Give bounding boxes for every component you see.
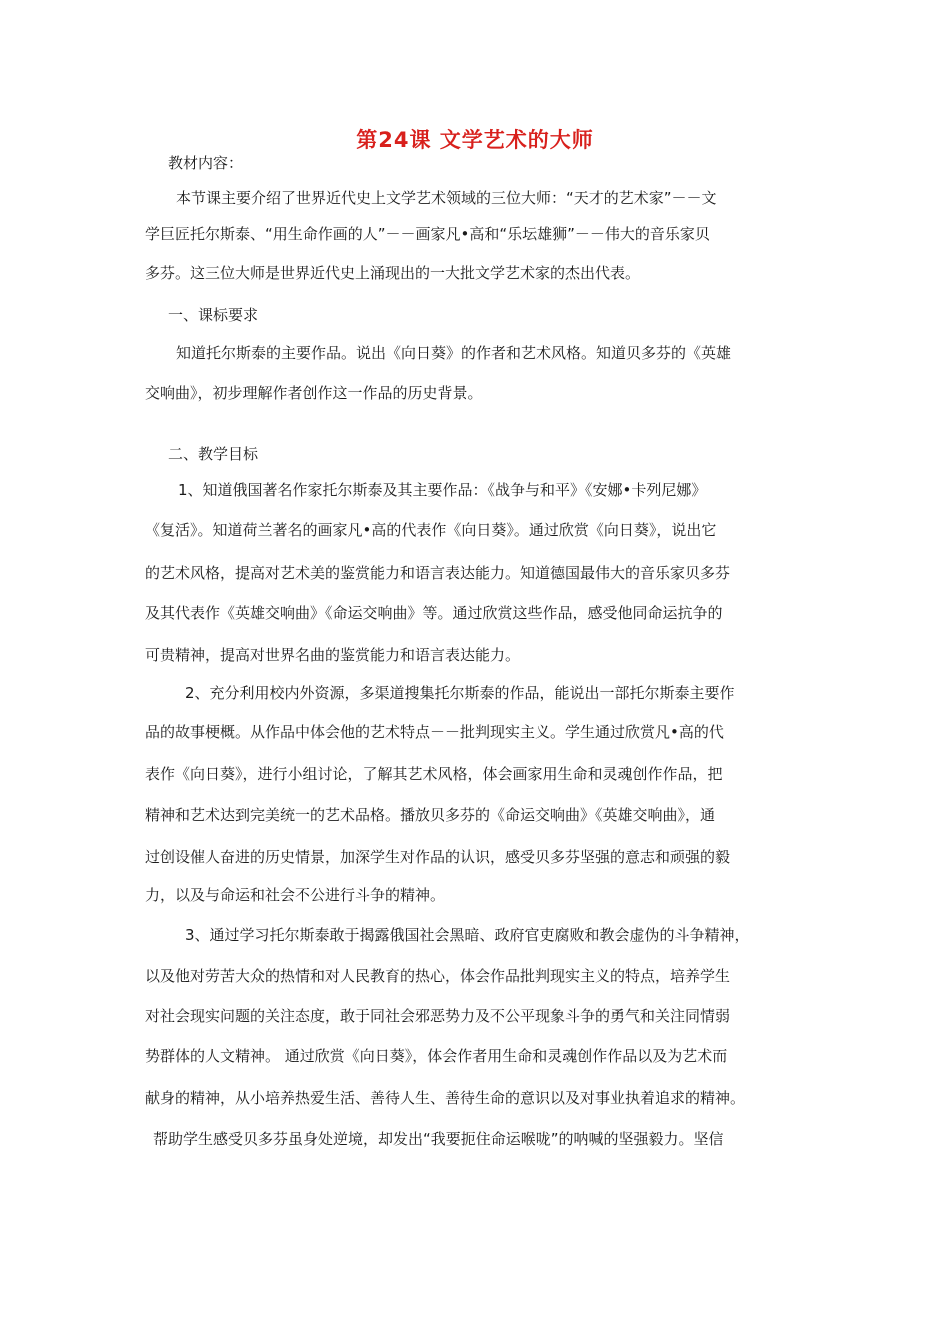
standard-line-1: 知道托尔斯泰的主要作品。说出《向日葵》的作者和艺术风格。知道贝多芬的《英雄 xyxy=(176,344,732,362)
goal2-line-2: 品的故事梗概。从作品中体会他的艺术特点－－批判现实主义。学生通过欣赏凡•高的代 xyxy=(145,723,724,741)
goal3-line-3: 对社会现实问题的关注态度，敢于同社会邪恶势力及不公平现象斗争的勇气和关注同情弱 xyxy=(145,1007,731,1025)
goal1-line-4: 及其代表作《英雄交响曲》《命运交响曲》等。通过欣赏这些作品，感受他同命运抗争的 xyxy=(145,604,723,622)
goal3-line-6: 帮助学生感受贝多芬虽身处逆境，却发出“我要扼住命运喉咙”的呐喊的坚强毅力。坚信 xyxy=(153,1130,724,1148)
goal2-line-1: 2、充分利用校内外资源，多渠道搜集托尔斯泰的作品，能说出一部托尔斯泰主要作 xyxy=(185,684,735,702)
goal1-line-3: 的艺术风格，提高对艺术美的鉴赏能力和语言表达能力。知道德国最伟大的音乐家贝多芬 xyxy=(145,564,731,582)
goal3-line-5: 献身的精神，从小培养热爱生活、善待人生、善待生命的意识以及对事业执着追求的精神。 xyxy=(145,1089,746,1107)
goal1-line-1: 1、知道俄国著名作家托尔斯泰及其主要作品：《战争与和平》《安娜•卡列尼娜》 xyxy=(178,481,707,499)
goal1-line-2: 《复活》。知道荷兰著名的画家凡•高的代表作《向日葵》。通过欣赏《向日葵》，说出它 xyxy=(145,521,717,539)
goal3-line-2: 以及他对劳苦大众的热情和对人民教育的热心，体会作品批判现实主义的特点，培养学生 xyxy=(145,967,731,985)
content-label: 教材内容： xyxy=(168,154,244,172)
goal2-line-5: 过创设催人奋进的历史情景，加深学生对作品的认识，感受贝多芬坚强的意志和顽强的毅 xyxy=(145,848,731,866)
intro-line-1: 本节课主要介绍了世界近代史上文学艺术领域的三位大师：“天才的艺术家”－－文 xyxy=(176,189,717,207)
intro-line-2: 学巨匠托尔斯泰、“用生命作画的人”－－画家凡•高和“乐坛雄狮”－－伟大的音乐家贝 xyxy=(145,225,710,243)
section-heading-goals: 二、教学目标 xyxy=(168,445,259,463)
lesson-title: 第24课 文学艺术的大师 xyxy=(356,128,594,152)
goal3-line-1: 3、通过学习托尔斯泰敢于揭露俄国社会黑暗、政府官吏腐败和教会虚伪的斗争精神， xyxy=(185,926,750,944)
goal2-line-4: 精神和艺术达到完美统一的艺术品格。播放贝多芬的《命运交响曲》《英雄交响曲》，通 xyxy=(145,806,716,824)
goal1-line-5: 可贵精神，提高对世界名曲的鉴赏能力和语言表达能力。 xyxy=(145,646,521,664)
goal2-line-3: 表作《向日葵》，进行小组讨论，了解其艺术风格，体会画家用生命和灵魂创作作品，把 xyxy=(145,765,723,783)
standard-line-2: 交响曲》，初步理解作者创作这一作品的历史背景。 xyxy=(145,384,483,402)
goal2-line-6: 力，以及与命运和社会不公进行斗争的精神。 xyxy=(145,886,446,904)
section-heading-standards: 一、课标要求 xyxy=(168,306,259,324)
goal3-line-4: 势群体的人文精神。 通过欣赏《向日葵》，体会作者用生命和灵魂创作作品以及为艺术而 xyxy=(145,1047,728,1065)
intro-line-3: 多芬。这三位大师是世界近代史上涌现出的一大批文学艺术家的杰出代表。 xyxy=(145,264,641,282)
